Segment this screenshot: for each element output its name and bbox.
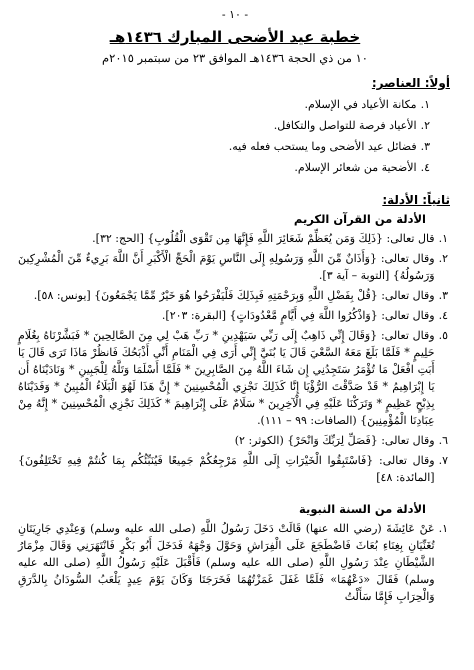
- element-item: [18, 139, 430, 154]
- element-item-text: الأعياد فرصة للتواصل والتكافل.: [273, 119, 417, 132]
- element-item: [18, 97, 430, 112]
- quran-evidence-item-text: وقال تعالى: {وَقَالَ إِنِّي ذَاهِبٌ إِلَى رَبِّي سَيَهْدِينِ * رَبِّ هَبْ لِي مِنَ الصَّالِحِينَ * فَبَشَّرْنَاهُ بِغُلَامٍ حَلِيمٍ * فَلَمَّا بَلَغَ مَعَهُ السَّعْيَ قَالَ يَا بُنَيَّ إِنِّي أَرَى فِي الْمَنَامِ أَنِّي أَذْبَحُكَ فَانظُرْ مَاذَا تَرَى قَالَ يَا أَبَتِ افْعَلْ مَا تُؤْمَرُ سَتَجِدُنِي إِن شَاءَ اللَّهُ مِنَ الصَّابِرِينَ * فَلَمَّا أَسْلَمَا وَتَلَّهُ لِلْجَبِينِ * وَنَادَيْنَاهُ أَن يَا إِبْرَاهِيمُ * قَدْ صَدَّقْتَ الرُّؤْيَا إِنَّا كَذَلِكَ نَجْزِي الْمُحْسِنِينَ * إِنَّ هَذَا لَهُوَ الْبَلَاءُ الْمُبِينُ * وَفَدَيْنَاهُ بِذِبْحٍ عَظِيمٍ * وَتَرَكْنَا عَلَيْهِ فِي الْآخِرِينَ * سَلَامٌ عَلَى إِبْرَاهِيمَ * كَذَلِكَ نَجْزِي الْمُحْسِنِينَ * إِنَّهُ مِنْ عِبَادِنَا الْمُؤْمِنِينَ} (الصافات: ٩٩ – ١١١).: [18, 329, 435, 427]
- element-item: [18, 160, 430, 175]
- quran-evidence-item: [18, 230, 448, 247]
- element-item: [18, 118, 430, 133]
- element-item-number: ٢.: [420, 119, 430, 132]
- quran-evidence-item-number: ٤.: [438, 309, 448, 322]
- quran-evidence-heading: الأدلة من القرآن الكريم: [293, 212, 426, 226]
- sermon-title: [18, 28, 452, 46]
- elements-heading: أولاً: العناصر:: [371, 76, 450, 90]
- sermon-date: ١٠ من ذي الحجة ١٤٣٦هـ الموافق ٢٣ من سبتمبر ٢٠١٥م: [102, 51, 368, 65]
- quran-evidence-item-number: ٦.: [438, 434, 448, 447]
- page-number: - ١٠ -: [221, 8, 249, 21]
- quran-evidence-item-number: ٢.: [438, 252, 448, 265]
- quran-evidence-item-number: ٣.: [438, 289, 448, 302]
- quran-evidence-item: [18, 307, 448, 324]
- elements-list: [18, 97, 452, 175]
- element-item-number: ١.: [420, 98, 430, 111]
- quran-evidence-item-text: وقال تعالى: {وَاذْكُرُوا اللَّهَ فِي أَيَّامٍ مَّعْدُودَاتٍ} [البقرة: ٢٠٣].: [161, 309, 435, 322]
- quran-evidence-item-number: ٥.: [438, 329, 448, 342]
- quran-evidence-item: [18, 250, 448, 284]
- quran-evidence-item: [18, 287, 448, 304]
- sunna-evidence-list: [18, 520, 452, 605]
- quran-evidence-item-text: وقال تعالى: {فَاسْتَبِقُوا الْخَيْرَاتِ إِلَى اللَّهِ مَرْجِعُكُمْ جَمِيعًا فَيُنَبِّئُكُم بِمَا كُنتُمْ فِيهِ تَخْتَلِفُونَ} [المائدة: ٤٨]: [18, 454, 435, 484]
- evidence-heading: ثانياً: الأدلة:: [382, 193, 450, 207]
- sunna-evidence-item: [18, 520, 448, 605]
- quran-evidence-item: [18, 452, 448, 486]
- element-item-number: ٤.: [420, 161, 430, 174]
- quran-evidence-item-text: وقال تعالى: {وَأَذَانٌ مِّنَ اللَّهِ وَرَسُولِهِ إِلَى النَّاسِ يَوْمَ الْحَجِّ الْأَكْبَرِ أَنَّ اللَّهَ بَرِيءٌ مِّنَ الْمُشْرِكِينَ وَرَسُولُهُ} [التوبة – آية ٣].: [18, 252, 435, 282]
- sunna-evidence-item-number: ١.: [438, 522, 448, 535]
- quran-evidence-item: [18, 432, 448, 449]
- sunna-evidence-heading: الأدلة من السنة النبوية: [299, 502, 426, 516]
- sunna-evidence-item-text: عَنْ عَائِشَةَ (رضي الله عنها) قَالَتْ دَخَلَ رَسُولُ اللَّهِ (صلى الله عليه وسلم) وَعِنْدِي جَارِيَتَانِ تُغَنِّيَانِ بِغِنَاءِ بُعَاثَ فَاضْطَجَعَ عَلَى الْفِرَاشِ وَحَوَّلَ وَجْهَهُ فَدَخَلَ أَبُو بَكْرٍ فَانْتَهَرَنِي وَقَالَ مِزْمَارُ الشَّيْطَانِ عِنْدَ رَسُولِ اللَّهِ (صلى الله عليه وسلم) فَأَقْبَلَ عَلَيْهِ رَسُولُ اللَّهِ (صلى الله عليه وسلم) فَقَالَ «دَعْهُمَا» فَلَمَّا غَفَلَ غَمَزْتُهُمَا فَخَرَجَتَا وَكَانَ يَوْمَ عِيدٍ يَلْعَبُ السُّودَانُ بِالدَّرَقِ وَالْحِرَابِ فَإِمَّا سَأَلْتُ: [18, 522, 435, 603]
- quran-evidence-item: [18, 327, 448, 429]
- element-item-number: ٣.: [420, 140, 430, 153]
- element-item-text: مكانة الأعياد في الإسلام.: [304, 98, 417, 111]
- element-item-text: فضائل عيد الأضحى وما يستحب فعله فيه.: [228, 140, 417, 153]
- quran-evidence-item-text: وقال تعالى: {قُلْ بِفَضْلِ اللَّهِ وَبِرَحْمَتِهِ فَبِذَلِكَ فَلْيَفْرَحُوا هُوَ خَيْرٌ مِّمَّا يَجْمَعُونَ} [يونس: ٥٨].: [33, 289, 435, 302]
- element-item-text: الأضحية من شعائر الإسلام.: [294, 161, 417, 174]
- quran-evidence-item-number: ٧.: [438, 454, 448, 467]
- quran-evidence-item-text: قال تعالى: {ذَلِكَ وَمَن يُعَظِّمْ شَعَائِرَ اللَّهِ فَإِنَّهَا مِن تَقْوَى الْقُلُوبِ} [الحج: ٣٢].: [92, 232, 435, 245]
- sermon-title-text: خطبة عيد الأضحى المبارك ١٤٣٦هـ: [109, 28, 361, 46]
- quran-evidence-list: [18, 230, 452, 486]
- quran-evidence-item-number: ١.: [438, 232, 448, 245]
- quran-evidence-item-text: وقال تعالى: {فَصَلِّ لِرَبِّكَ وَانْحَرْ} (الكوثر: ٢): [234, 434, 435, 447]
